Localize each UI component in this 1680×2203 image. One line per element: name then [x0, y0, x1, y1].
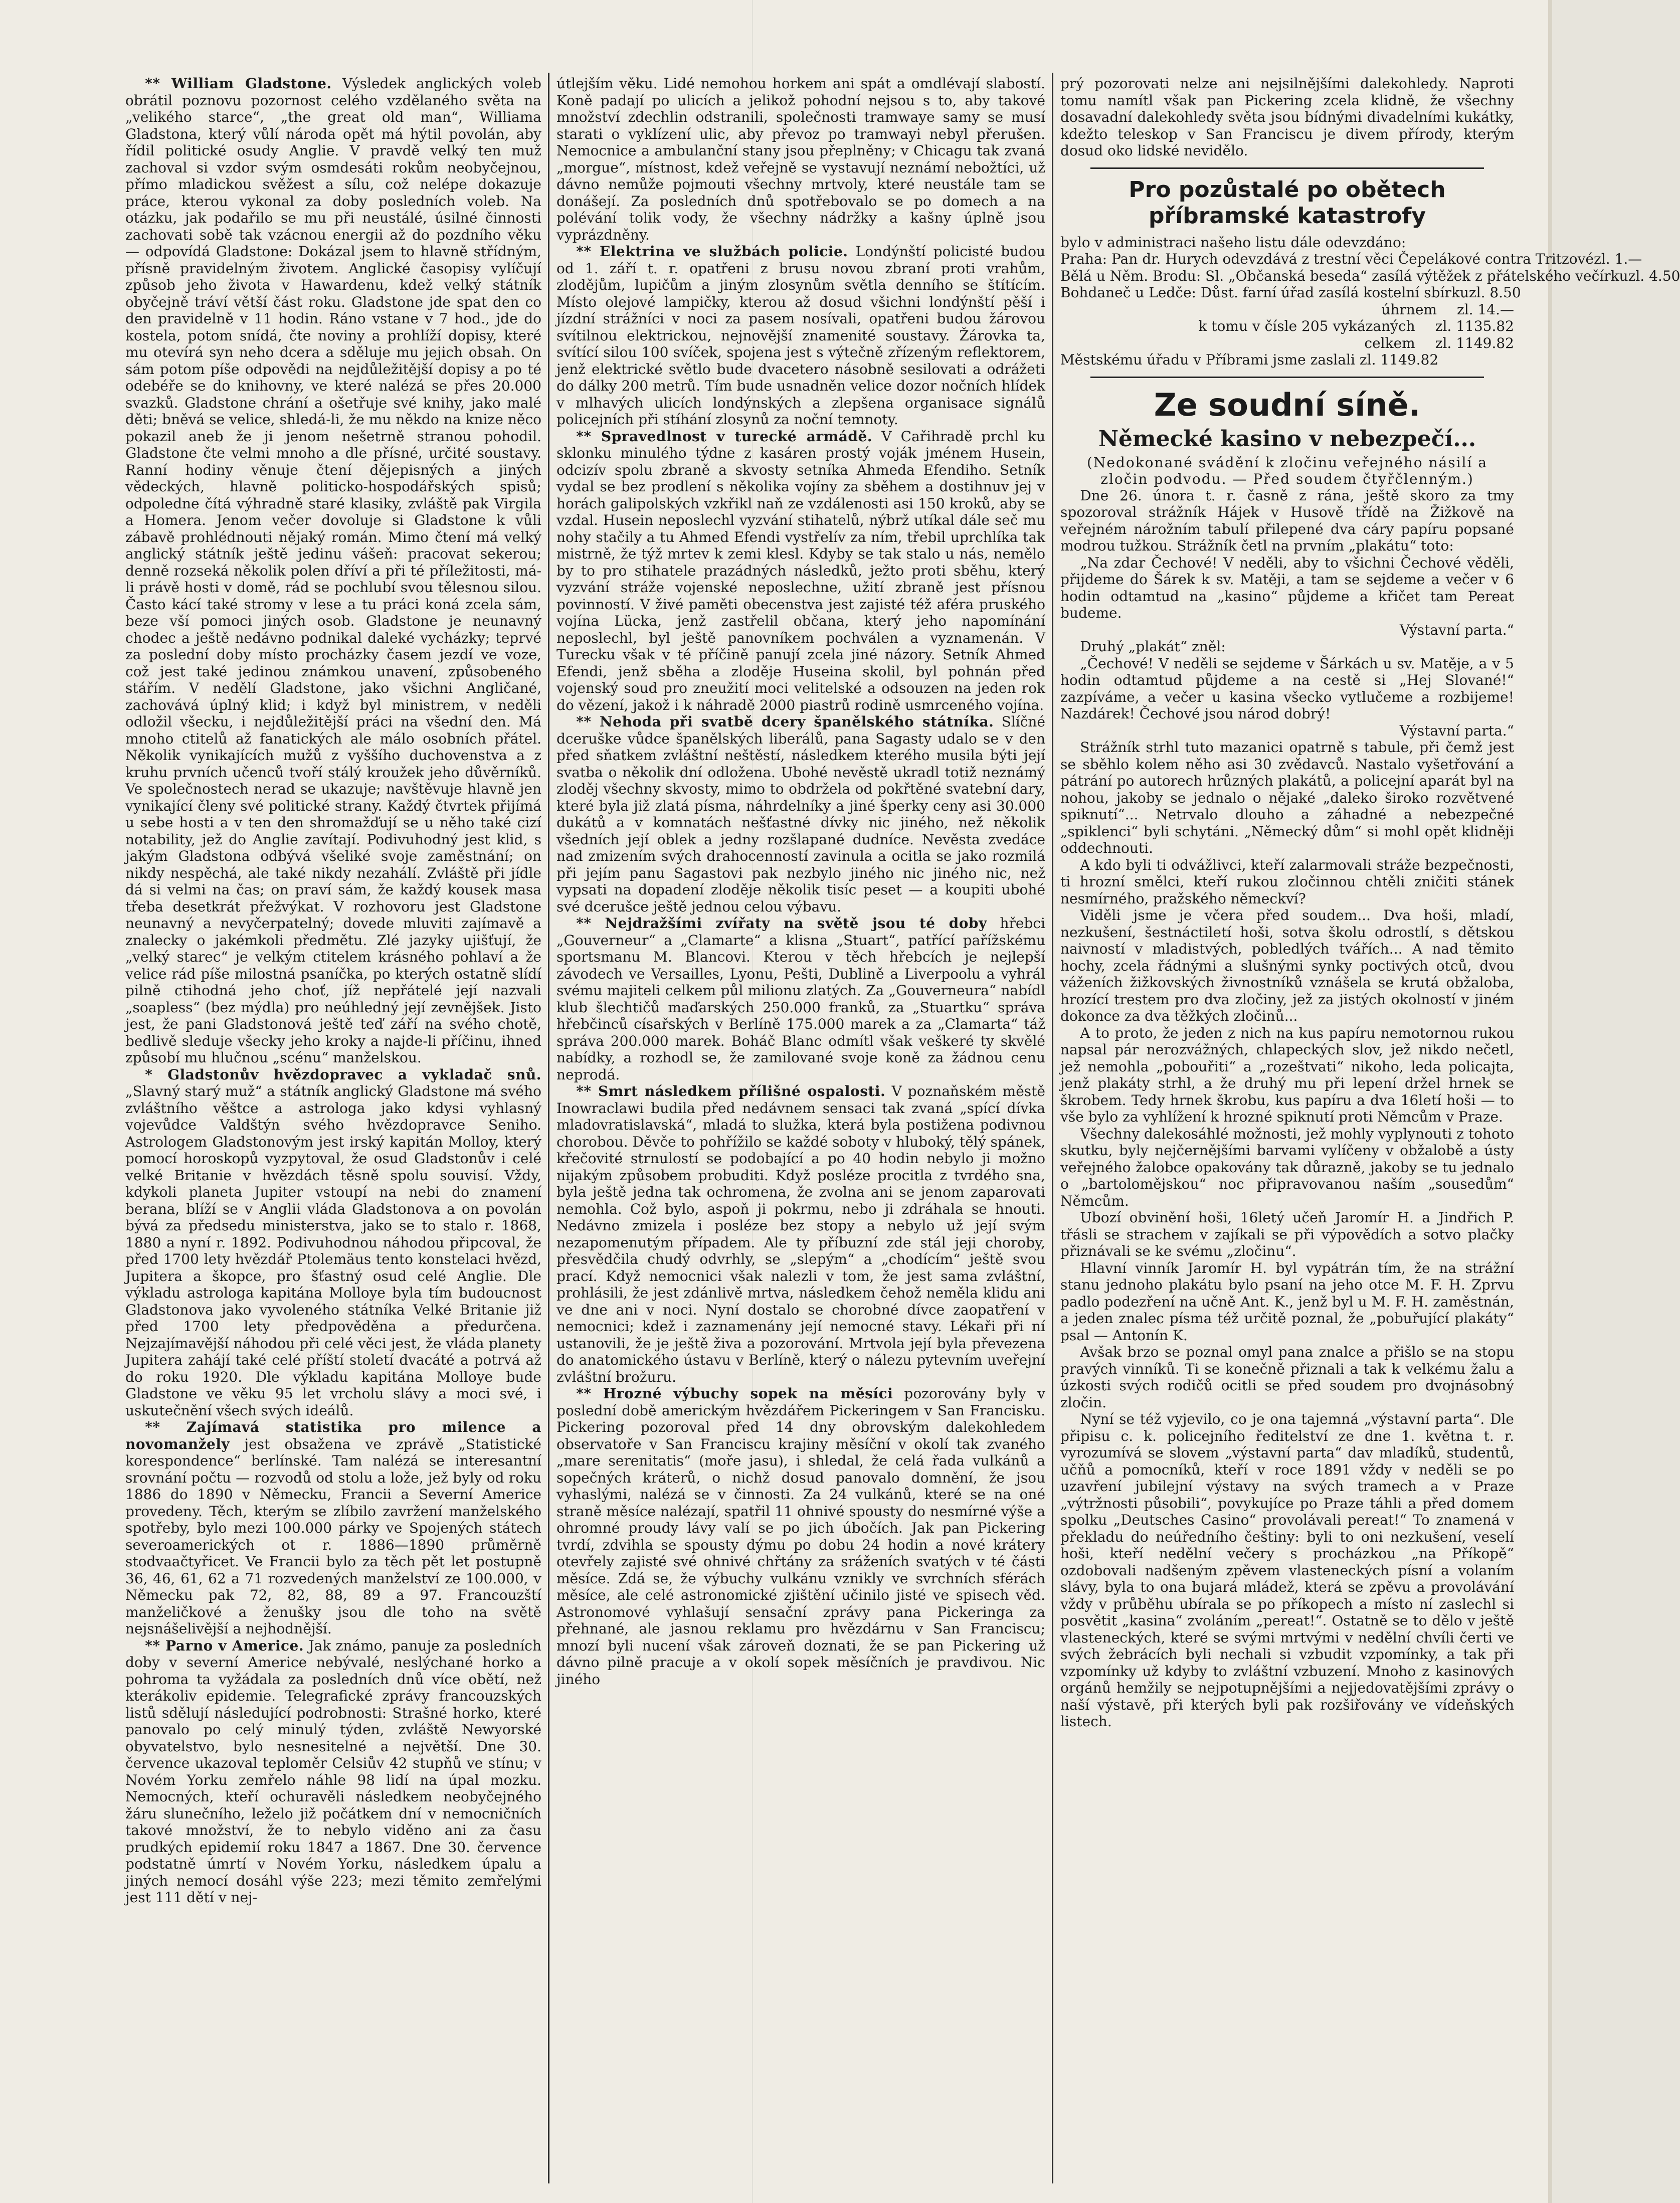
total-amount: zl. 14.— [1456, 301, 1514, 318]
column-rule [1052, 73, 1053, 2183]
article-heat [125, 1637, 541, 1906]
article-statistics [125, 1419, 541, 1637]
sum-label: celkem [1364, 334, 1415, 351]
article-body: útlejším věku. Lidé nemohou horkem ani spát a omdlévají slabostí. Koně padají po ulicích a jelikož pohodní nejsou s to, aby takové množství zdechlin odstranili, společnosti tramwaye samy se musí starati o vyklízení ulic, aby převoz po tramwayi nebyl přerušen. Nemocnice a ambulanční stany jsou přeplněny; v Chicagu tak zvaná „morgue“, místnost, kdež veřejně se vystavují neznámí nebožtíci, už dávno nemůže pojmouti všechny mrtvoly, které neustále tam se donášejí. Za posledních dnů spotřebovalo se po domech a na polévání tolik vody, že všechny nádržky a kašny úplně jsou vyprázdněny. [556, 75, 1045, 243]
article-horses [556, 915, 1045, 1083]
column-1 [125, 75, 541, 2181]
donor-row [1060, 267, 1680, 285]
article-sleep [556, 1083, 1045, 1385]
court-paragraph: A kdo byli ti odvážlivci, kteří zalarmovali stráže bezpečnosti, ti hrozní smělci, kteří rukou zločinnou chtěli zničiti stánek nesmírného, pražského německví? [1060, 856, 1514, 907]
court-paragraph: Dne 26. února t. r. časně z rána, ještě skoro za tmy spozoroval strážník Hájek v Husově třídě na Žižkově na veřejném nárožním tabulí přilepené dva cáry papíru popsané modrou tužkou. Strážník četl na prvním „plakátu“ toto: [1060, 487, 1514, 554]
article-title: * Gladstonův hvězdopravec a vykladač snů. [145, 1066, 541, 1083]
sent-line: Městskému úřadu v Příbrami jsme zaslali zl. 1149.82 [1060, 351, 1439, 368]
article-title: ** Nehoda při svatbě dcery španělského státníka. [576, 713, 994, 730]
article-moon-cont [1060, 75, 1514, 159]
donor-amount: zl. 8.50 [1468, 284, 1521, 301]
court-paragraph: Ubozí obvinění hoši, 16letý učeň Jaromír H. a Jindřich P. třásli se strachem v zajíkali se při výpovědích a sotvo plačky přiznávali se ke svému „zločinu“. [1060, 1209, 1514, 1259]
article-body: Londýnští policisté budou od 1. září t. r. opatřeni z brusu novou zbraní proti vrahům, zlodějům, lupičům a jiným zlosynům světla denního se štítícím. Místo olejové lampičky, kterou až dosud všichni londýnští pěší i jízdní strážníci v noci za pasem nosívali, opatřeni budou žárovou svítilnou elektrickou, nejnovější znamenité soustavy. Žárovka ta, svítící silou 100 svíček, spojena jest s výtečně zřízeným reflektorem, jenž elektrické světlo bude dvacetero násobně sesilovati a odrážeti do dálky 200 metrů. Tím bude usnadněn velice dozor nočních hlídek v mlhavých ulicích londýnských a zlepšena organisace signálů policejních při stíhání zlosynů za noční temnoty. [556, 243, 1045, 428]
total-label: úhrnem [1381, 301, 1437, 318]
article-title: ** Hrozné výbuchy sopek na měsíci [576, 1385, 893, 1402]
donor-row [1060, 251, 1642, 268]
article-police [556, 243, 1045, 428]
article-moon [556, 1385, 1045, 1688]
article-body: hřebci „Gouverneur“ a „Clamarte“ a klisna „Stuart“, patřící pařížskému sportsmanu M. Blancovi. Kterou v těch hřebcích je nejlepší závodech ve Versailles, Lyonu, Pešti, Dublině a Liverpoolu a vyhrál svému majiteli celkem půl milionu zlatých. Za „Gouverneura“ nabídl klub šlechtičů maďarských 250.000 franků, za „Stuartku“ správa hřebčinců císařských v Berlíně 175.000 marek a za „Clamarta“ táž správa 200.000 marek. Boháč Blanc odmítl však veškeré ty skvělé nabídky, a rozhodl se, že zamilované svoje koně za žádnou cenu neprodá. [556, 915, 1046, 1083]
article-body: Slíčné dceruške vůdce španělských liberálů, pana Sagasty udalo se v den před sňatkem zvláštní neštěstí, následkem kterého musila býti její svatba o několik dní odložena. Ubohé nevěstě ukradl totiž neznámý zloděj všechny skvosty, mimo to obdržela od pokřtěné svatební dary, které byla již zlatá písma, náhrdelníky a jiné šperky ceny asi 30.000 dukátů a v komnatách nešťastné dívky nic jiného, než několik všedních její oblek a jedny rozšlapané dudníce. Nevěsta zvedáce nad zmizením svých drahocenností zavinula a ocitla se jako rozmilá při jejím panu Sagastovi pak nezbylo jiného nic jiného nic, než vypsati na dopadení zloděje několik tisíc peset — a koupiti ubohé své dcerušce ještě jednou celou výbavu. [556, 713, 1045, 915]
article-body: V Cařihradě prchl ku sklonku minulého týdne z kasáren prostý voják jménem Husein, odcizív spolu zbraně a skvosty setníka Ahmeda Efendiho. Setník vydal se bez prodlení s několika vojíny za sběhem a dostihnuv jej v horách galipolských vzkřikl naň ze vzdálenosti asi 150 kroků, aby se vzdal. Husein neposlechl vyzvání stihatelů, nýbrž utíkal dále seč mu nohy stačily a tu Ahmed Efendi vystřelív za ním, třebil uprchlíka tak mistrně, že týž mrtev k zemi klesl. Kdyby se tak stalo u nás, nemělo by to pro stihatele prazádných následků, ježto proti sběhu, který vyzvání stráže vojenské neposlechne, užití zbraně jest přísnou povinností. V živé paměti obecenstva jest zajisté též aféra pruského vojína Lücka, jenž zastřelil občana, který jeho napomínání neposlechl, byl ještě panovníkem pochválen a vyznamenán. V Turecku však v té příčině panují zcela jiné názory. Setník Ahmed Efendi, jenž sběha a zloděje Huseina skolil, byl pohnán před vojenský soud pro zneužití moci velitelské a odsouzen na jeden rok do vězení, jakož i k náhradě 2000 piastrů rodině usmrceného vojína. [556, 428, 1045, 713]
section-divider [1090, 377, 1484, 378]
previous-row [1060, 318, 1514, 335]
court-article-heading: Německé kasino v nebezpečí... [1098, 426, 1476, 452]
court-article-subtitle: (Nedokonané svádění k zločinu veřejného násilí a zločin podvodu. — Před soudem čtyřčlenným.) [1086, 454, 1488, 487]
article-body: prý pozorovati nelze ani nejsilnějšími dalekohledy. Naproti tomu namítl však pan Pickering zcela klidně, že všechny dosavadní dalekohledy světa jsou bídnými divadelními kukátky, kdežto teleskop v San Franciscu je divem přírody, kterým dosud oko lidské nevidělo. [1060, 75, 1514, 159]
poster-signature: Výstavní parta.“ [1399, 722, 1514, 739]
court-section-heading: Ze soudní síně. [1154, 386, 1421, 423]
sum-row [1060, 335, 1514, 352]
court-paragraph: Avšak brzo se poznal omyl pana znalce a přišlo se na stopu pravých vinníků. Ti se konečně přiznali a tak k velkému žalu a úzkosti svých rodičů ocitli se před soudem pro dvojnásobný zločin. [1060, 1344, 1514, 1411]
article-title: ** Zajímavá statistika pro milence a novomanžely [125, 1419, 541, 1452]
donor-text: Bělá u Něm. Brodu: Sl. „Občanská beseda“ zasílá výtěžek z přátelského večírku [1060, 267, 1628, 284]
article-title: ** Elektrina ve službách policie. [576, 243, 848, 260]
poster-signature: Výstavní parta.“ [1399, 621, 1514, 638]
article-wedding [556, 713, 1045, 915]
fund-heading: Pro pozůstalé po obětech příbramské katastrofy [1129, 176, 1446, 229]
article-title: ** Spravedlnost v turecké armádě. [576, 428, 872, 445]
donor-text: Bohdaneč u Ledče: Důst. farní úřad zasílá kostelní sbírku [1060, 284, 1469, 301]
donor-amount: zl. 4.50 [1628, 267, 1680, 284]
article-body: pozorovány byly v poslední době americkým hvězdářem Pickeringem v San Francisku. Pickering pozoroval před 14 dny obrovským dalekohledem observatoře v San Franciscu krajiny měsíční v okolí tak zvaného „mare serenitatis“ (moře jasu), i shledal, že celá řada vulkánů a sopečných kráterů, o nichž dosud panovalo domnění, že jsou vyhaslými, nalézá se v činnosti. Za 24 vulkánů, které se na oné straně měsíce nalézají, spatřil 11 ohnivé spousty do nesmírné výše a ohromné proudy lávy valí se po jich úbočích. Jak pan Pickering tvrdí, zdvihla se spousty dýmu po dobu 24 hodin a nové krátery otevřely zajisté své ohnivé chřtány za sráženích svatých v té části měsíce. Zdá se, že výbuchy vulkánu vznikly ve svrchních sférách měsíce, ale celé astronomické zjištění učinilo jisté ve spisech věd. Astronomové vyhlašují sensační zprávy pana Pickeringa za přehnané, ale jasnou reklamu pro hvězdárnu v San Franciscu; mnozí byli nucení však zároveň doznati, že se pan Pickering už dávno pilně pracuje a v okolí sopek měsíčních je pravdivou. Nic jiného [556, 1385, 1045, 1688]
column-rule [548, 73, 549, 2183]
column-2 [556, 75, 1045, 2181]
poster-quote: „Čechové! V neděli se sejdeme v Šárkách u sv. Matěje, a v 5 hodin odtamtud půjdeme a na cestě si „Hej Slované!“ zazpíváme, a večer u kasina všecko vytlučeme a rozbijeme! Nazdárek! Čechové jsou národ dobrý! [1060, 655, 1514, 722]
court-paragraph: Nyní se též vyjevilo, co je ona tajemná „výstavní parta“. Dle připisu c. k. policejního ředitelství ze dne 1. května t. r. vyrozumívá se slovem „výstavní parta“ dav mladíků, studentů, učňů a pomocníků, kteří v roce 1891 vždy v neděli se po uzavření jubilejní výstavy na svých tramech a v Praze „výtržnosti působili“, povykujíce po Praze táhli a před domem spolku „Deutsches Casino“ provolávali pereat!“ To znamená v překladu do neúředního češtiny: byli to oni nezkušení, veselí hoši, kteří nedělní večery s procházkou „na Příkopě“ ozdobovali nadšeným zpěvem vlasteneckých písní a volaním slávy, byla to ona bujará mládež, která se zpěvu a provolávání vždy v průběhu ubírala se po příkopech a místo ní zaslechl si posvětit „kasina“ zvoláním „pereat!“. Ostatně se to dělo v ještě vlasteneckých, které se svými mrtvými v nedělní chvíli čerti ve svých žebrácích byli nechali si vzbudit vzpomínky, a tak při vzpomínky už kdyby to zvláštní vzbuzení. Mnoho z kasinových orgánů hemžily se nejpotupnějšími a nejjedovatějšími zprávy o naší výstavě, při kterých byli pak rozšiřovány ve vídeňských listech. [1060, 1411, 1514, 1730]
donor-row [1060, 284, 1521, 301]
article-body: Výsledek anglických voleb obrátil poznovu pozornost celého vzdělaného světa na „velikého starce“, „the great old man“, Williama Gladstona, který vůlí národa opět má hýtil povolán, aby řídil politické osudy Anglie. V pravdě velký ten muž zachoval si vzdor svým osmdesáti rokům neobyčejnou, přímo mladickou svěžest a sílu, což nelépe dokazuje práce, kterou vykonal za doby posledních voleb. Na otázku, jak podařilo se mu při neustálé, úsilné činnosti zachovati sobě tak vzácnou energii až do pozdního věku — odpovídá Gladstone: Dokázal jsem to hlavně střídným, přísně pravidelným životem. Anglické časopisy vylíčují způsob jeho života v Hawardenu, kdež velký státník obyčejně tráví větší část roku. Gladstone jde spat den co den pravidelně v 11 hodin. Ráno vstane v 7 hod., jde do kostela, potom snídá, čte noviny a prohlíží dopisy, které mu otevírá syn neho dcera a sděluje mu jejich obsah. On sám potom píše odpovědi na nejdůležitější dopisy a po té odebéře se do knihovny, ve které nalézá se přes 20.000 svazků. Gladstone chrání a ošetřuje své knihy, jako malé děti; bněvá se velice, shledá-li, že mu někdo na knize něco pokazil aneb že ji jenom nešetrně stranou pohodil. Gladstone čte velmi mnoho a dle přísné, určité soustavy. Ranní hodiny věnuje čtení dějepisných a jiných vědeckých, hlavně politicko-hospodářských spisů; odpoledne čítá výhradně staré klasiky, zvláště pak Virgila a Homera. Jenom večer dovoluje si Gladstone k vůli zábavě prohlédnouti nějaký román. Mimo čtení má velký anglický státník ještě jedinu vášeň: pracovat sekerou; denně rozseká několik polen dříví a při té příležitosti, má-li právě hosti v domě, rád se pochlubí svou tělesnou silou. Často kácí také stromy v lese a tu práci koná zcela sám, beze vší pomoci jiných osob. Gladstone je neunavný chodec a ještě nedávno podnikal daleké vycházky; teprvé za poslední doby místo procházky časem jezdí ve voze, což jest také jedinou známkou unavení, způsobeného stářím. V nedělí Gladstone, jako všichni Angličané, zachovává úplný klid; i když byl ministrem, v neděli odložil všecku, i nejdůležitější práci na všední den. Má mnoho ctitelů až fanatických ale málo osobních přátel. Několik vynikajících mužů z vyššího duchovenstva a z kruhu prvních učenců tvoří stálý kroužek jeho důvěrníků. Ve společnostech nerad se ukazuje; navštěvuje hlavně jen vynikající členy své politické strany. Každý čtvrtek přijímá u sebe hosti a v ten den shromažďují se u něho také cizí notability, jež do Anglie zavítají. Podivuhodný jest klid, s jakým Gladstona odbývá všeliké svoje zaměstnání; on nikdy nespěchá, ale také nikdy nezahálí. Zvláště při jídle dá si velmi na čas; on praví sám, že každý kousek masa třeba desetkrát přežvýkat. V rozhovoru jest Gladstone neunavný a nevyčerpatelný; dovede mluviti zajímavě a znalecky o jakémkoli předmětu. Zlé jazyky ujišťují, že „velký starec“ je velkým ctitelem krásného pohlaví a že velice rád píše milostná psaníčka, po kterých ostatně slídí pilně ctihodná jeho choť, jíž nepřátelé její nazvali „soapless“ (bez mýdla) pro neúhledný její zevnějšek. Jisto jest, že pani Gladstonová ještě teď září na svého chotě, bedlivě sleduje všecky jeho kroky a najde-li příčinu, ihned způsobí mu hlučnou „scénu“ manželskou. [125, 75, 541, 1066]
previous-amount: zl. 1135.82 [1435, 318, 1514, 334]
article-title: ** William Gladstone. [145, 75, 332, 92]
section-divider [1090, 167, 1484, 169]
donor-amount: zl. 1.— [1594, 251, 1642, 267]
total-row [1060, 301, 1514, 318]
article-body: V poznaňském městě Inowraclawi budila před nedávnem sensaci tak zvaná „spící dívka mladovratislavská“, mladá to služka, která byla postižena podivnou chorobou. Děvče to pohřížilo se každé soboty v hluboký, tělý spánek, křečovité strnulostí se podobající a po 40 hodin nebylo ji možno nijakým způsobem probuditi. Když posléze procitla z tvrdého sna, byla ještě jedna tak ochromena, že zvolna ani se jenom zaparovati nemohla. Což bylo, aspoň ji pokrmu, nebo ji zdráhala se hnouti. Nedávno zmizela i posléze bez stopy a nebylo už její svým nezapomenutým případem. Ale ty příbuzní zde stál jeji choroby, přesvědčila chudý odvrhly, se „slepým“ a „chodícím“ ještě svou prací. Když nemocnici však nalezli v tom, že jest sama zvláštní, prohlásili, že jest zdánlivě mrtva, následkem čehož neměla klidu ani ve dne ani v noci. Nyní dostalo se chorobné dívce zaopatření v nemocnici; kdež i zaznamenány její nemocné stavy. Lékaři při ní ustanovili, že je ještě živa a pozorování. Mrtvola její byla převezena do anatomického ústavu v Berlíně, který o nálezu pytevním uveřejní zvláštní brožuru. [556, 1083, 1045, 1385]
sum-amount: zl. 1149.82 [1435, 334, 1514, 351]
article-body: jest obsažena ve zprávě „Statistické korespondence“ berlínské. Tam nalézá se interesantní srovnání počtu — rozvodů od stolu a lože, jež byly od roku 1886 do 1890 v Německu, Francii a Severní Americe provedeny. Těch, kterým se zlíbilo zavržení manželského spotřeby, bylo mezi 100.000 párky ve Spojených státech severoamerických ot r. 1886—1890 průměrně stodvaačtyřicet. Ve Francii bylo za těch pět let postupně 36, 46, 61, 62 a 71 rozvedených manželství ze 100.000, v Německu pak 72, 82, 88, 89 a 97. Francouzští manželičkové a ženušky jsou dle toho na světě nejsnášelivější a nejhodnější. [125, 1435, 541, 1637]
article-heat-cont [556, 75, 1045, 243]
article-body: Jak známo, panuje za posledních doby v severní Americe nebývalé, neslýchané horko a pohroma ta vyžádala za posledních dnů více obětí, než kterákoliv epidemie. Telegrafické zprávy francouzských listů sdělují následující podrobnosti: Strašné horko, které panovalo po celý minulý týden, zvláště Newyorské obyvatelstvo, bylo nesnesitelné a největší. Dne 30. července ukazoval teploměr Celsiův 42 stupňů ve stínu; v Novém Yorku zemřelo náhle 98 lidí na úpal mozku. Nemocných, kteří ochuravěli následkem neobyčejného žáru slunečního, leželo již počátkem dní v nemocničních takové množství, že to nebylo viděno ani za času prudkých epidemií roku 1847 a 1867. Dne 30. července podstatně úmrtí v Novém Yorku, následkem úpalu a jiných nemocí dosáhl výše 223; mezi těmito zemřelými jest 111 dětí v nej- [125, 1637, 541, 1906]
previous-label: k tomu v čísle 205 vykázaných [1198, 318, 1415, 334]
article-title: ** Smrt následkem přílišné ospalosti. [576, 1083, 886, 1099]
court-paragraph: Hlavní vinník Jaromír H. byl vypátrán tím, že na strážní stanu jednoho plakátu bylo psaní na jeho otce M. F. H. Zprvu padlo podezření na učně Ant. K., jenž byl u M. F. H. zaměstnán, a jeden znalec písma též určitě poznal, že „pobuřující plakáty“ psal — Antonín K. [1060, 1259, 1514, 1344]
court-paragraph: A to proto, že jeden z nich na kus papíru nemotornou rukou napsal pár nerozvážných, chlapeckých slov, jež nikdo nečetl, jež nemohla „pobouřiti“ a „rozeštvati“ nikoho, leda policajta, jenž plakáty strhl, a že druhý mu při lepení držel hrnek se škrobem. Tedy hrnek škrobu, kus papíru a dva 16letí hoši — to vše bylo za vyhlížení k hrozné spiknutí proti Němcům v Praze. [1060, 1024, 1514, 1125]
article-title: ** Nejdražšími zvířaty na světě jsou té doby [576, 915, 987, 932]
article-title: ** Parno v Americe. [145, 1637, 304, 1654]
article-gladstone [125, 75, 541, 1066]
page-edge [1548, 0, 1552, 2203]
donor-text: Praha: Pan dr. Hurych odevzdává z trestní věci Čepelákové contra Tritzové [1060, 251, 1594, 267]
fund-intro: bylo v administraci našeho listu dále odevzdáno: [1060, 234, 1406, 251]
court-paragraph: Strážník strhl tuto mazanici opatrně s tabule, při čemž jest se sběhlo kolem něho asi 30 zvědavců. Nastalo vyšetřování a pátrání po autorech hrůzných plakátů, a policejní aparát byl na nohou, jakoby se jednalo o nějaké „daleko široko rozvětvené spiknutí“... Netrvalo dlouho a záhadné a nebezpečné „spiklenci“ byli schytáni. „Německý dům“ si mohl opět klidněji oddechnouti. [1060, 739, 1514, 856]
court-paragraph: Viděli jsme je včera před soudem... Dva hoši, mladí, nezkušení, šestnáctiletí hoši, sotva školu odrostlí, s dětskou naivností v mladistvých, pobledlých tvářích... A nad těmito hochy, zcela řádnými a slušnými synky poctivých otců, dvou váženích žižkovských živnostníků vznášela se krutá obžaloba, hrozící trestem pro dva zločiny, jež za jistých okolností v jiném dokonce za dva těžkých zločinů... [1060, 907, 1514, 1024]
article-astrologer [125, 1066, 541, 1419]
article-turkish [556, 428, 1045, 714]
poster-quote: „Na zdar Čechové! V neděli, aby to všichni Čechové věděli, přijdeme do Šárek k sv. Matěji, a tam se sejdeme a večer v 6 hodin odtamtud na „kasino“ půjdeme a křičet tam Pereat budeme. [1060, 554, 1514, 621]
court-paragraph: Všechny dalekosáhlé možnosti, jež mohly vyplynouti z tohoto skutku, byly nejčernějšími barvami vylíčeny v obžalobě a ústy veřejného žalobce opakovány tak důrazně, jakoby se tu jednalo o „bartolomějskou“ noc připravovanou naším „sousedům“ Němcům. [1060, 1125, 1514, 1209]
article-body: „Slavný starý muž“ a státník anglický Gladstone má svého zvláštního věštce a astrologa jako kdysi vyhlasný vojevůdce Valdštýn svého hvězdopravce Seniho. Astrologem Gladstonovým jest irský kapitán Molloy, který pomocí horoskopů vyzpytoval, že osud Gladstonův i celé velké Britanie v hvězdách těsně spolu souvisí. Vždy, kdykoli planeta Jupiter vstoupí na nebi do znamení berana, blíží se v Anglii vláda Gladstonova a on povolán bývá za předsedu ministerstva, jako se to stalo r. 1868, 1880 a nyní r. 1892. Podivuhodnou náhodou připcoval, že před 1700 lety hvězdář Ptolemäus tento konstelaci hvězd, Jupitera a škopce, pro šťastný osud celé Anglie. Dle výkladu astrologa kapitána Molloye byla tím budoucnost Gladstonova jako vyvoleného státníka Velké Britanie již před 1700 lety předpověděna a předurčena. Nejzajímavější náhodou při celé věci jest, že vláda planety Jupitera zahájí také celé příští století dvacáté a potrvá až do roku 1920. Dle výkladu kapitána Molloye bude Gladstone ve věku 95 let vrcholu slávy a moci své, i uskutečnění všech svých ideálů. [125, 1083, 541, 1419]
court-paragraph: Druhý „plakát“ zněl: [1080, 638, 1226, 655]
column-3 [1060, 75, 1680, 2181]
